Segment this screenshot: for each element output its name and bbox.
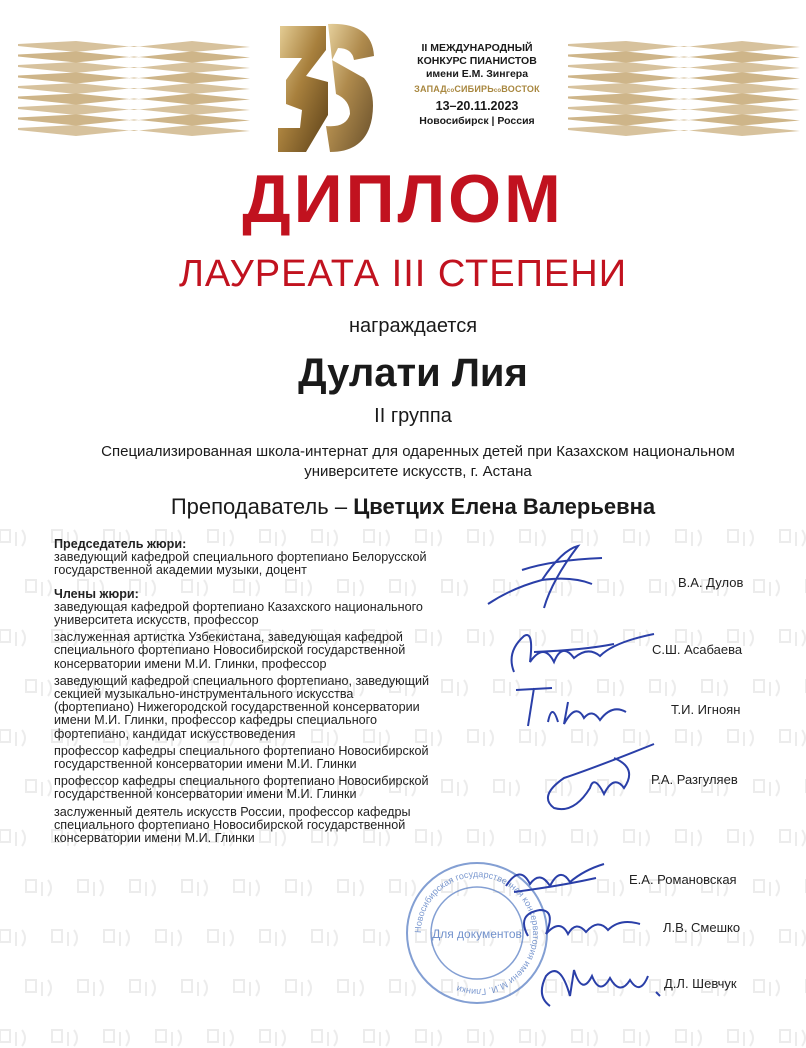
contest-info (392, 42, 562, 128)
signatory-romanovskaya: Е.А. Романовская (629, 872, 737, 887)
jury-member-1: заведующая кафедрой фортепиано Казахского национального университета искусств, профессор (54, 599, 423, 628)
signatory-asabaeva: С.Ш. Асабаева (652, 642, 743, 657)
route-sep: со (446, 88, 455, 94)
signature-dulov (482, 540, 612, 612)
contest-line-2: КОНКУРС ПИАНИСТОВ (417, 55, 537, 67)
signature-asabaeva (504, 622, 664, 678)
signature-shevchuk (530, 956, 670, 1012)
teacher-line (0, 493, 806, 521)
teacher-label: Преподаватель – (170, 494, 348, 519)
signatory-dulov: В.А. Дулов (678, 575, 744, 590)
contest-line-1: II МЕЖДУНАРОДНЫЙ (421, 42, 533, 54)
contest-line-3: имени Е.М. Зингера (425, 68, 529, 80)
wavy-stripes-ornament (568, 40, 800, 136)
signature-romanovskaya (500, 856, 610, 900)
signature-smeshko (516, 900, 646, 950)
signatory-shevchuk: Д.Л. Шевчук (664, 976, 737, 991)
route-siberia: СИБИРЬ (454, 84, 494, 94)
jury-member-4: профессор кафедры специального фортепиано Новосибирской государственной консерватории имени М.И. Глинки (54, 743, 429, 772)
route-west: ЗАПАД (414, 84, 447, 94)
signature-razgulyaev (534, 738, 664, 818)
seal-center-text: Для документов (432, 927, 522, 941)
contest-city: Новосибирск | Россия (419, 115, 535, 127)
diploma-title: ДИПЛОМ (242, 161, 564, 237)
zs-monogram-logo (276, 20, 376, 155)
signatory-razgulyaev: Р.А. Разгуляев (651, 772, 738, 787)
chair-description: заведующий кафедрой специального фортепиано Белорусской государственной академии музыки, доцент (54, 550, 427, 578)
jury-member-5: профессор кафедры специального фортепиано Новосибирской государственной консерватории имени М.И. Глинки (54, 774, 429, 802)
contest-route (392, 83, 562, 97)
members-heading: Члены жюри: (54, 586, 139, 601)
chair-heading: Председатель жюри: (54, 537, 187, 551)
seal-ring-text: Новосибирская государственная консерватория имени М.И. Глинки (412, 868, 542, 998)
laureate-name: Дулати Лия (298, 351, 528, 395)
signatory-ignoyan: Т.И. Игноян (671, 702, 741, 717)
teacher-name: Цветцих Елена Валерьевна (353, 494, 656, 519)
school-name: Специализированная школа-интернат для одаренных детей при Казахском национальном университете искусств, г. Астана (101, 443, 735, 480)
group-label: II группа (374, 405, 452, 427)
signatory-smeshko: Л.В. Смешко (663, 920, 741, 935)
awarded-label: награждается (348, 315, 478, 337)
signature-ignoyan (512, 682, 642, 732)
jury-list (54, 538, 434, 849)
route-sep: со (493, 88, 502, 94)
route-east: ВОСТОК (501, 84, 540, 94)
diploma-degree: ЛАУРЕАТА III СТЕПЕНИ (178, 253, 628, 295)
contest-dates: 13–20.11.2023 (435, 99, 519, 113)
wavy-stripes-ornament (18, 40, 250, 136)
jury-member-3: заведующий кафедрой специального фортепиано, заведующий секцией музыкально-инструментального искусства (фортепиано) Нижегородской государственной консерватории имени М.И. Глинки, профессор кафедры специального фортепиано, кандидат искусствоведения (54, 673, 430, 741)
jury-member-6: заслуженный деятель искусств России, профессор кафедры специального фортепиано Новосибирской государственной консерватории имени М.И. Глинки (54, 804, 411, 846)
jury-member-2: заслуженная артистка Узбекистана, заведующая кафедрой специального фортепиано Новосибирской государственной консерватории имени М.И. Глинки, профессор (54, 630, 406, 671)
